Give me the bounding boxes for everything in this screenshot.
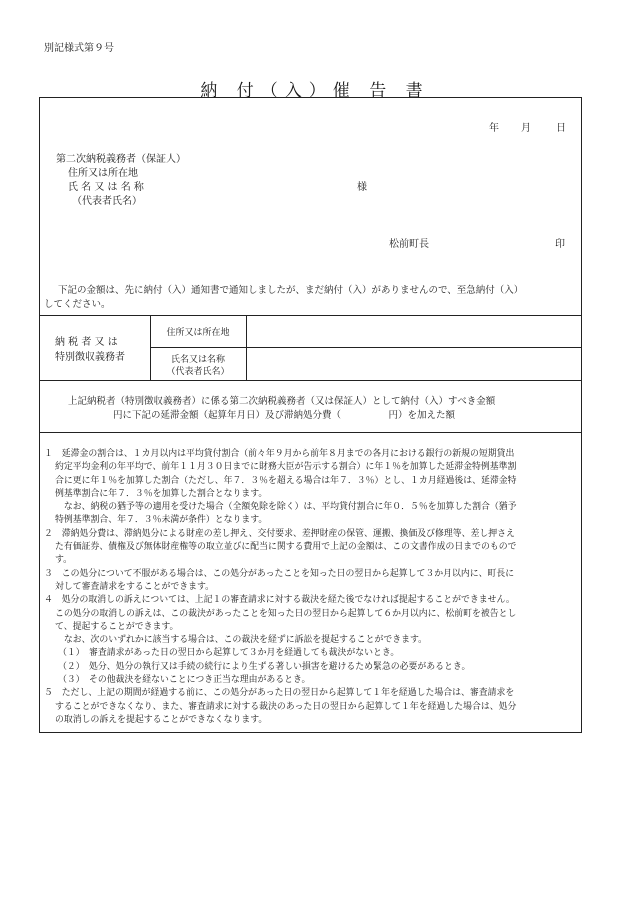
date-month-label: 月 bbox=[521, 123, 531, 134]
date-day-label: 日 bbox=[556, 123, 566, 134]
message-line-2: してください。 bbox=[44, 299, 111, 310]
note-line: 対して審査請求をすることができます。 bbox=[55, 581, 215, 592]
note-line: て、提起することができます。 bbox=[55, 621, 179, 632]
note-line: 合に更に年１％を加算した割合（ただし、年７．３％を超える場合は年７．３％）とし、１カ月経過後は、延滞金特 bbox=[55, 475, 517, 486]
message-line-1: 下記の金額は、先に納付（入）通知書で通知しましたが、まだ納付（入）がありませんので、至急納付（入） bbox=[58, 285, 524, 296]
note-line: ４ 処分の取消しの訴えについては、上記１の審査請求に対する裁決を経た後でなければ提起することができません。 bbox=[44, 595, 515, 606]
table-row-divider bbox=[150, 347, 582, 348]
note-line: ３ この処分について不服がある場合は、この処分があったことを知った日の翌日から起算して３か月以内に、町長に bbox=[44, 568, 515, 579]
taxpayer-header-line-2: 特別徴収義務者 bbox=[55, 352, 125, 363]
amount-text-line-2: 円に下記の延滞金額（起算年月日）及び滞納処分費（ 円）を加えた額 bbox=[113, 410, 456, 421]
note-line: （１） 審査請求があった日の翌日から起算して３か月を経過しても裁決がないとき。 bbox=[58, 648, 400, 659]
note-line: 特例基準割合、年７．３％未満が条件）となります。 bbox=[55, 515, 268, 526]
recipient-representative-label: （代表者氏名） bbox=[72, 196, 142, 207]
table-name-label: 氏名又は名称 bbox=[170, 355, 225, 365]
note-line: １ 延滞金の割合は、１カ月以内は平均貸付割合（前々年９月から前年８月までの各月における銀行の新規の短期貸出 bbox=[44, 449, 515, 459]
note-line: ２ 滞納処分費は、滞納処分による財産の差し押え、交付要求、差押財産の保管、運搬、換価及び修理等、差し押さえ bbox=[44, 528, 515, 539]
notes-section bbox=[44, 448, 580, 727]
note-line: なお、次のいずれかに該当する場合は、この裁決を経ずに訴訟を提起することができます。 bbox=[55, 635, 428, 646]
note-line: ５ ただし、上記の期間が経過する前に、この処分があった日の翌日から起算して１年を経過した場合は、審査請求を bbox=[44, 688, 515, 699]
table-address-label: 住所又は所在地 bbox=[166, 328, 230, 338]
document-title: 納 付（入）催 告 書 bbox=[200, 81, 430, 101]
note-line: なお、納税の猶予等の適用を受けた場合（全額免除を除く）は、平均貸付割合に年０．５％を加算した割合（猶予 bbox=[55, 502, 517, 513]
seal-mark: 印 bbox=[555, 239, 565, 250]
table-bottom-border bbox=[39, 380, 582, 381]
notes-divider bbox=[39, 432, 582, 433]
date-year-label: 年 bbox=[489, 123, 499, 134]
recipient-role: 第二次納税義務者（保証人） bbox=[56, 154, 186, 165]
note-line: することができなくなり、また、審査請求に対する裁決のあった日の翌日から起算して１年を経過した場合は、処分 bbox=[55, 701, 517, 712]
note-line: の取消しの訴えを提起することができなくなります。 bbox=[55, 714, 268, 725]
note-line: この処分の取消しの訴えは、この裁決があったことを知った日の翌日から起算して６か月以内に、松前町を被告とし bbox=[55, 608, 517, 619]
recipient-name-label: 氏 名 又 は 名 称 bbox=[68, 182, 144, 193]
table-top-border bbox=[39, 315, 582, 316]
taxpayer-table bbox=[39, 315, 582, 380]
issuer-name: 松前町長 bbox=[389, 239, 429, 250]
note-line: （３） その他裁決を経ないことにつき正当な理由があるとき。 bbox=[58, 675, 311, 686]
table-representative-label: （代表者氏名） bbox=[166, 367, 230, 377]
note-line: （２） 処分、処分の執行又は手続の続行により生ずる著しい損害を避けるため緊急の必要があるとき。 bbox=[58, 661, 471, 672]
note-line: 例基準割合に年７．３％を加算した割合となります。 bbox=[55, 488, 268, 499]
honorific-sama: 様 bbox=[357, 182, 367, 193]
note-line: 約定平均金利の年平均で、前年１１月３０日までに財務大臣が告示する割合）に年１％を加算した延滞金特例基準割 bbox=[55, 462, 517, 473]
amount-text-line-1: 上記納税者（特別徴収義務者）に係る第二次納税義務者（又は保証人）として納付（入）すべき金額 bbox=[68, 396, 496, 407]
note-line: す。 bbox=[55, 555, 73, 566]
recipient-address-label: 住所又は所在地 bbox=[68, 168, 138, 179]
taxpayer-header-line-1: 納 税 者 又 は bbox=[55, 337, 118, 348]
form-code: 別記様式第９号 bbox=[44, 43, 114, 54]
note-line: た有価証券、債権及び無体財産権等の取立並びに配当に関する費用で上記の金額は、この文書作成の日までのもので bbox=[55, 542, 517, 553]
